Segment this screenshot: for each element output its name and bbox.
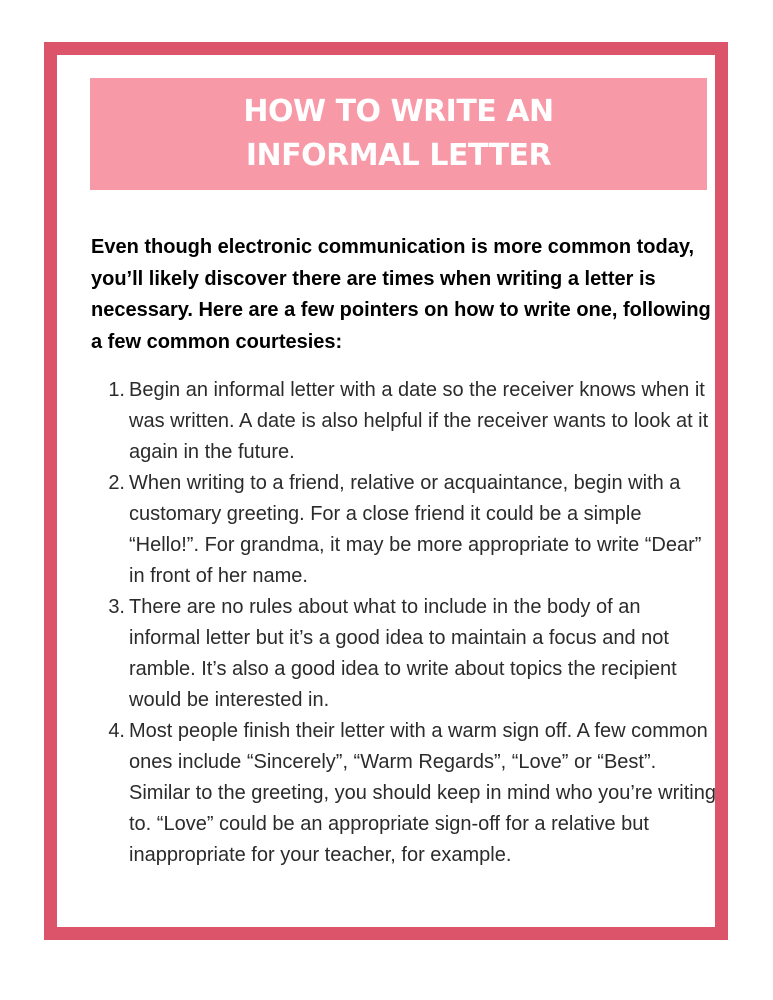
step-number: 1. xyxy=(108,379,125,401)
page-border-frame xyxy=(44,42,728,940)
list-item xyxy=(91,716,716,871)
page-title xyxy=(243,90,553,178)
step-text: Most people finish their letter with a warm sign off. A few common ones include “Sincerely”, “Warm Regards”, “Love” or “Best”. Similar to the greeting, you should keep in mind who you’re writing to. “Love” could be an appropriate sign-off for a relative but inappropriate for your teacher, for example. xyxy=(129,720,716,866)
list-item xyxy=(91,468,716,592)
title-line-2: INFORMAL LETTER xyxy=(245,138,552,173)
step-number: 3. xyxy=(108,596,125,618)
list-item xyxy=(91,592,716,716)
list-item xyxy=(91,375,716,468)
intro-paragraph: Even though electronic communication is more common today, you’ll likely discover there are times when writing a letter is necessary. Here are a few pointers on how to write one, following a few common courtesies: xyxy=(91,236,711,353)
title-line-1: HOW TO WRITE AN xyxy=(243,94,554,129)
step-text: When writing to a friend, relative or acquaintance, begin with a customary greeting. For a close friend it could be a simple “Hello!”. For grandma, it may be more appropriate to write “Dear” in front of her name. xyxy=(129,472,702,587)
step-number: 4. xyxy=(108,720,125,742)
title-banner xyxy=(90,78,707,190)
step-text: There are no rules about what to include in the body of an informal letter but it’s a good idea to maintain a focus and not ramble. It’s also a good idea to write about topics the recipient would be interested in. xyxy=(129,596,677,711)
step-number: 2. xyxy=(108,472,125,494)
steps-list xyxy=(91,375,716,871)
step-text: Begin an informal letter with a date so the receiver knows when it was written. A date is also helpful if the receiver wants to look at it again in the future. xyxy=(129,379,709,463)
